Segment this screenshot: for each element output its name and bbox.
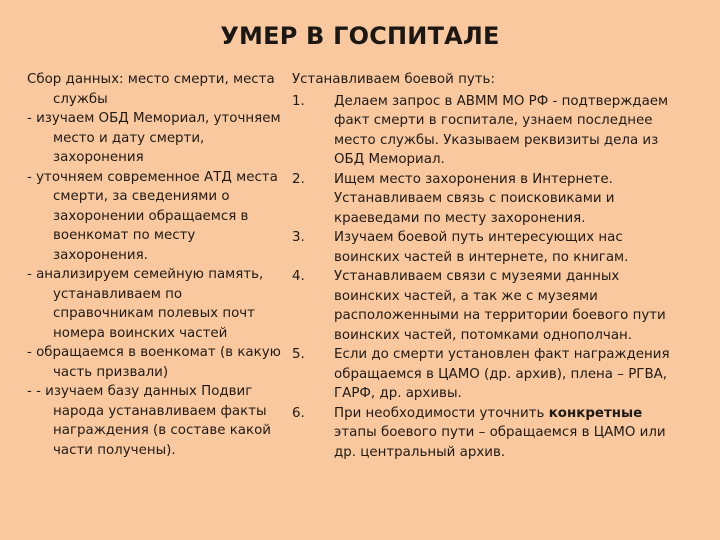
left-paragraph-obd: - изучаем ОБД Мемориал, уточняем место и дату смерти, захоронения (27, 111, 281, 165)
step-number: 5. (292, 347, 305, 362)
step-text (328, 404, 712, 463)
step-item (292, 404, 712, 463)
step-number: 2. (292, 171, 305, 187)
step-item (292, 345, 712, 404)
step-number: 1. (292, 93, 305, 109)
left-paragraph-family-memory: - анализируем семейную память, устанавливаем по справочникам полевых почт номера воинских частей (27, 267, 264, 341)
left-paragraph-military-office: - обращаемся в военкомат (в какую часть призвали) (27, 345, 281, 380)
step-text-before: При необходимости уточнить (334, 405, 549, 421)
combat-path-heading: Устанавливаем боевой путь: (292, 72, 495, 87)
step-text: Ищем место захоронения в Интернете. Устанавливаем связь с поисковиками и краеведами по месту захоронения. (334, 171, 615, 226)
step-text: Если до смерти установлен факт награждения обращаемся в ЦАМО (др. архив), плена – РГВА, ГАРФ, др. архивы. (334, 347, 670, 401)
step-number: 3. (292, 230, 305, 245)
left-paragraph-podvig-database: - - изучаем базу данных Подвиг народа устанавливаем факты награждения (в составе какой части получены). (27, 384, 271, 458)
step-text: Делаем запрос в АВММ МО РФ - подтверждаем факт смерти в госпитале, узнаем последнее место службы. Указываем реквизиты дела из ОБД Мемориал. (334, 93, 669, 167)
left-paragraph-intro: Сбор данных: место смерти, места службы (27, 72, 275, 107)
left-paragraph-atd: - уточняем современное АТД места смерти, за сведениями о захоронении обращаемся в военкомат по месту захоронения. (27, 169, 278, 263)
step-number: 4. (292, 269, 305, 284)
step-text: Изучаем боевой путь интересующих нас воинских частей в интернете, по книгам. (334, 230, 629, 265)
step-text: Устанавливаем связи с музеями данных воинских частей, а так же с музеями расположенными на территории боевого пути воинских частей, потомками однополчан. (334, 269, 666, 343)
step-item (292, 228, 712, 267)
step-item (292, 267, 712, 345)
combat-path-column (292, 70, 712, 462)
step-number: 6. (292, 405, 305, 421)
step-item (292, 170, 712, 229)
slide-title: УМЕР В ГОСПИТАЛЕ (220, 22, 500, 50)
step-text-after: этапы боевого пути – обращаемся в ЦАМО или др. центральный архив. (334, 425, 666, 460)
step-text-emphasis: конкретные (548, 405, 643, 421)
data-collection-column (27, 70, 282, 460)
step-item (292, 92, 712, 170)
